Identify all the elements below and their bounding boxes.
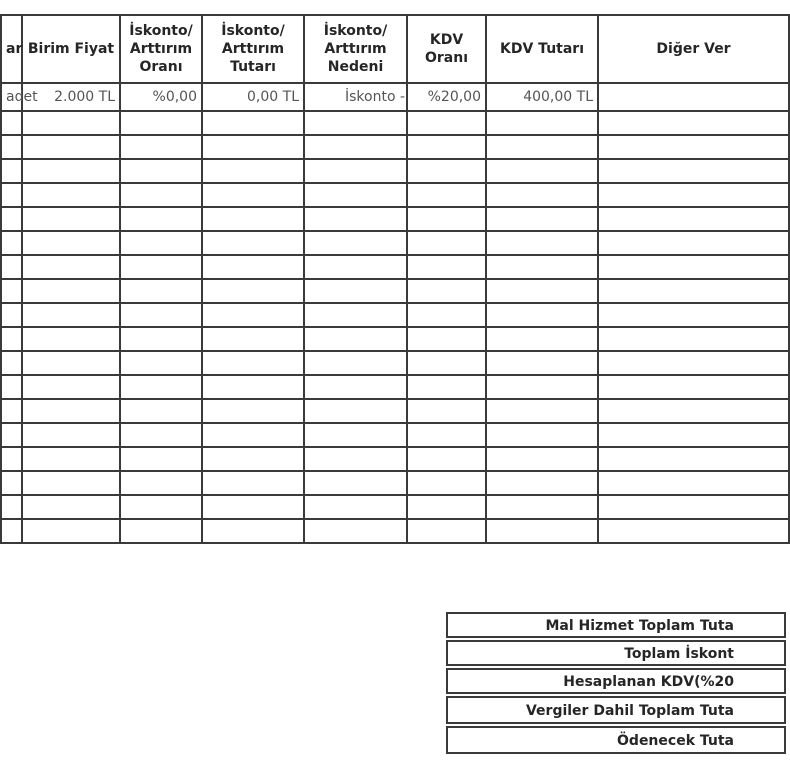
empty-cell	[120, 135, 202, 159]
invoice-items-table	[0, 14, 790, 544]
empty-cell	[304, 495, 407, 519]
empty-cell	[486, 303, 598, 327]
empty-cell	[598, 207, 789, 231]
header-vat-rate: KDV Oranı	[407, 15, 486, 83]
empty-cell	[486, 399, 598, 423]
empty-cell	[120, 447, 202, 471]
empty-cell	[1, 279, 22, 303]
empty-cell	[486, 423, 598, 447]
empty-cell	[202, 279, 304, 303]
empty-cell	[120, 303, 202, 327]
empty-cell	[1, 399, 22, 423]
empty-cell	[407, 255, 486, 279]
empty-cell	[1, 447, 22, 471]
empty-cell	[22, 303, 120, 327]
empty-cell	[486, 207, 598, 231]
empty-cell	[598, 471, 789, 495]
empty-cell	[304, 231, 407, 255]
empty-cell	[22, 423, 120, 447]
empty-cell	[1, 255, 22, 279]
table-row	[1, 495, 789, 519]
empty-cell	[407, 135, 486, 159]
empty-cell	[598, 159, 789, 183]
empty-cell	[202, 351, 304, 375]
empty-cell	[22, 447, 120, 471]
empty-cell	[202, 111, 304, 135]
empty-cell	[22, 351, 120, 375]
empty-cell	[22, 255, 120, 279]
empty-cell	[304, 375, 407, 399]
empty-cell	[22, 231, 120, 255]
empty-cell	[202, 519, 304, 543]
payable-amount-label: Ödenecek Tuta	[446, 726, 786, 754]
empty-cell	[202, 207, 304, 231]
empty-cell	[120, 327, 202, 351]
empty-cell	[598, 423, 789, 447]
empty-cell	[407, 447, 486, 471]
empty-cell	[22, 159, 120, 183]
table-row	[1, 519, 789, 543]
empty-cell	[1, 303, 22, 327]
empty-cell	[598, 231, 789, 255]
empty-cell	[598, 135, 789, 159]
item-vat-amount: 400,00 TL	[486, 83, 598, 111]
table-row	[1, 111, 789, 135]
empty-cell	[304, 279, 407, 303]
empty-cell	[202, 159, 304, 183]
invoice-totals	[446, 612, 786, 756]
empty-cell	[407, 519, 486, 543]
empty-cell	[1, 327, 22, 351]
invoice-items-table-wrapper	[0, 14, 790, 544]
empty-cell	[202, 231, 304, 255]
empty-cell	[486, 495, 598, 519]
empty-cell	[486, 183, 598, 207]
taxes-included-total-label: Vergiler Dahil Toplam Tuta	[446, 696, 786, 724]
empty-cell	[120, 231, 202, 255]
empty-cell	[407, 471, 486, 495]
empty-cell	[486, 279, 598, 303]
table-row	[1, 375, 789, 399]
empty-cell	[486, 375, 598, 399]
empty-cell	[120, 471, 202, 495]
empty-cell	[598, 447, 789, 471]
empty-cell	[304, 447, 407, 471]
empty-cell	[22, 183, 120, 207]
table-row	[1, 231, 789, 255]
empty-cell	[1, 375, 22, 399]
table-row	[1, 135, 789, 159]
empty-cell	[407, 207, 486, 231]
empty-cell	[304, 183, 407, 207]
empty-cell	[407, 399, 486, 423]
empty-cell	[120, 255, 202, 279]
empty-cell	[22, 279, 120, 303]
empty-cell	[407, 111, 486, 135]
empty-cell	[407, 303, 486, 327]
empty-cell	[202, 375, 304, 399]
empty-cell	[1, 111, 22, 135]
empty-cell	[486, 255, 598, 279]
empty-cell	[486, 447, 598, 471]
empty-cell	[22, 399, 120, 423]
empty-cell	[598, 111, 789, 135]
empty-cell	[598, 279, 789, 303]
empty-cell	[598, 375, 789, 399]
table-row	[1, 159, 789, 183]
empty-cell	[120, 375, 202, 399]
empty-cell	[1, 471, 22, 495]
empty-cell	[486, 231, 598, 255]
item-discount-rate: %0,00	[120, 83, 202, 111]
header-quantity-partial: ar	[1, 15, 22, 83]
total-discount-label: Toplam İskont	[446, 640, 786, 666]
empty-cell	[407, 495, 486, 519]
table-row	[1, 207, 789, 231]
empty-cell	[202, 303, 304, 327]
empty-cell	[486, 351, 598, 375]
item-vat-rate: %20,00	[407, 83, 486, 111]
table-row	[1, 83, 789, 111]
empty-cell	[486, 327, 598, 351]
table-row	[1, 423, 789, 447]
empty-cell	[1, 351, 22, 375]
empty-cell	[304, 471, 407, 495]
empty-cell	[304, 519, 407, 543]
empty-cell	[22, 519, 120, 543]
empty-cell	[1, 207, 22, 231]
empty-cell	[304, 159, 407, 183]
empty-cell	[120, 183, 202, 207]
table-row	[1, 279, 789, 303]
empty-cell	[304, 255, 407, 279]
empty-cell	[1, 135, 22, 159]
empty-cell	[120, 111, 202, 135]
empty-cell	[304, 111, 407, 135]
empty-cell	[407, 327, 486, 351]
empty-cell	[1, 519, 22, 543]
empty-cell	[22, 135, 120, 159]
empty-cell	[486, 159, 598, 183]
table-row	[1, 303, 789, 327]
empty-cell	[598, 327, 789, 351]
empty-cell	[598, 519, 789, 543]
empty-cell	[120, 351, 202, 375]
empty-cell	[407, 423, 486, 447]
empty-cell	[598, 399, 789, 423]
empty-cell	[486, 471, 598, 495]
empty-cell	[407, 279, 486, 303]
empty-cell	[120, 423, 202, 447]
empty-cell	[1, 183, 22, 207]
empty-cell	[1, 231, 22, 255]
empty-cell	[120, 207, 202, 231]
table-row	[1, 183, 789, 207]
empty-cell	[486, 519, 598, 543]
item-discount-reason: İskonto -	[304, 83, 407, 111]
header-other-taxes: Diğer Ver	[598, 15, 789, 83]
empty-cell	[407, 183, 486, 207]
empty-cell	[120, 399, 202, 423]
empty-cell	[304, 423, 407, 447]
header-discount-amount: İskonto/ Arttırım Tutarı	[202, 15, 304, 83]
empty-cell	[22, 375, 120, 399]
item-unit-price: 2.000 TL	[22, 83, 120, 111]
table-row	[1, 255, 789, 279]
empty-cell	[598, 351, 789, 375]
table-row	[1, 471, 789, 495]
header-discount-rate: İskonto/ Arttırım Oranı	[120, 15, 202, 83]
empty-cell	[304, 135, 407, 159]
empty-cell	[1, 423, 22, 447]
table-row	[1, 447, 789, 471]
empty-cell	[407, 375, 486, 399]
header-vat-amount: KDV Tutarı	[486, 15, 598, 83]
empty-cell	[22, 111, 120, 135]
empty-cell	[120, 519, 202, 543]
header-discount-reason: İskonto/ Arttırım Nedeni	[304, 15, 407, 83]
empty-cell	[120, 495, 202, 519]
empty-cell	[407, 231, 486, 255]
empty-cell	[22, 471, 120, 495]
empty-cell	[202, 495, 304, 519]
item-quantity-unit: adet	[1, 83, 22, 111]
item-other-taxes	[598, 83, 789, 111]
empty-cell	[202, 255, 304, 279]
empty-cell	[120, 159, 202, 183]
empty-cell	[486, 135, 598, 159]
item-discount-amount: 0,00 TL	[202, 83, 304, 111]
table-row	[1, 327, 789, 351]
empty-cell	[598, 183, 789, 207]
empty-cell	[407, 351, 486, 375]
header-unit-price: Birim Fiyat	[22, 15, 120, 83]
table-header-row	[1, 15, 789, 83]
empty-cell	[1, 495, 22, 519]
table-row	[1, 399, 789, 423]
empty-cell	[22, 207, 120, 231]
empty-cell	[202, 399, 304, 423]
empty-cell	[202, 183, 304, 207]
empty-cell	[202, 327, 304, 351]
empty-cell	[304, 303, 407, 327]
empty-cell	[407, 159, 486, 183]
empty-cell	[1, 159, 22, 183]
empty-cell	[598, 495, 789, 519]
empty-cell	[598, 255, 789, 279]
empty-cell	[486, 111, 598, 135]
empty-cell	[202, 447, 304, 471]
table-row	[1, 351, 789, 375]
total-goods-services-label: Mal Hizmet Toplam Tuta	[446, 612, 786, 638]
empty-cell	[598, 303, 789, 327]
empty-cell	[202, 135, 304, 159]
empty-cell	[22, 327, 120, 351]
calculated-vat-label: Hesaplanan KDV(%20	[446, 668, 786, 694]
empty-cell	[304, 399, 407, 423]
empty-cell	[22, 495, 120, 519]
empty-cell	[120, 279, 202, 303]
empty-cell	[202, 423, 304, 447]
empty-cell	[304, 351, 407, 375]
empty-cell	[304, 207, 407, 231]
empty-cell	[304, 327, 407, 351]
empty-cell	[202, 471, 304, 495]
